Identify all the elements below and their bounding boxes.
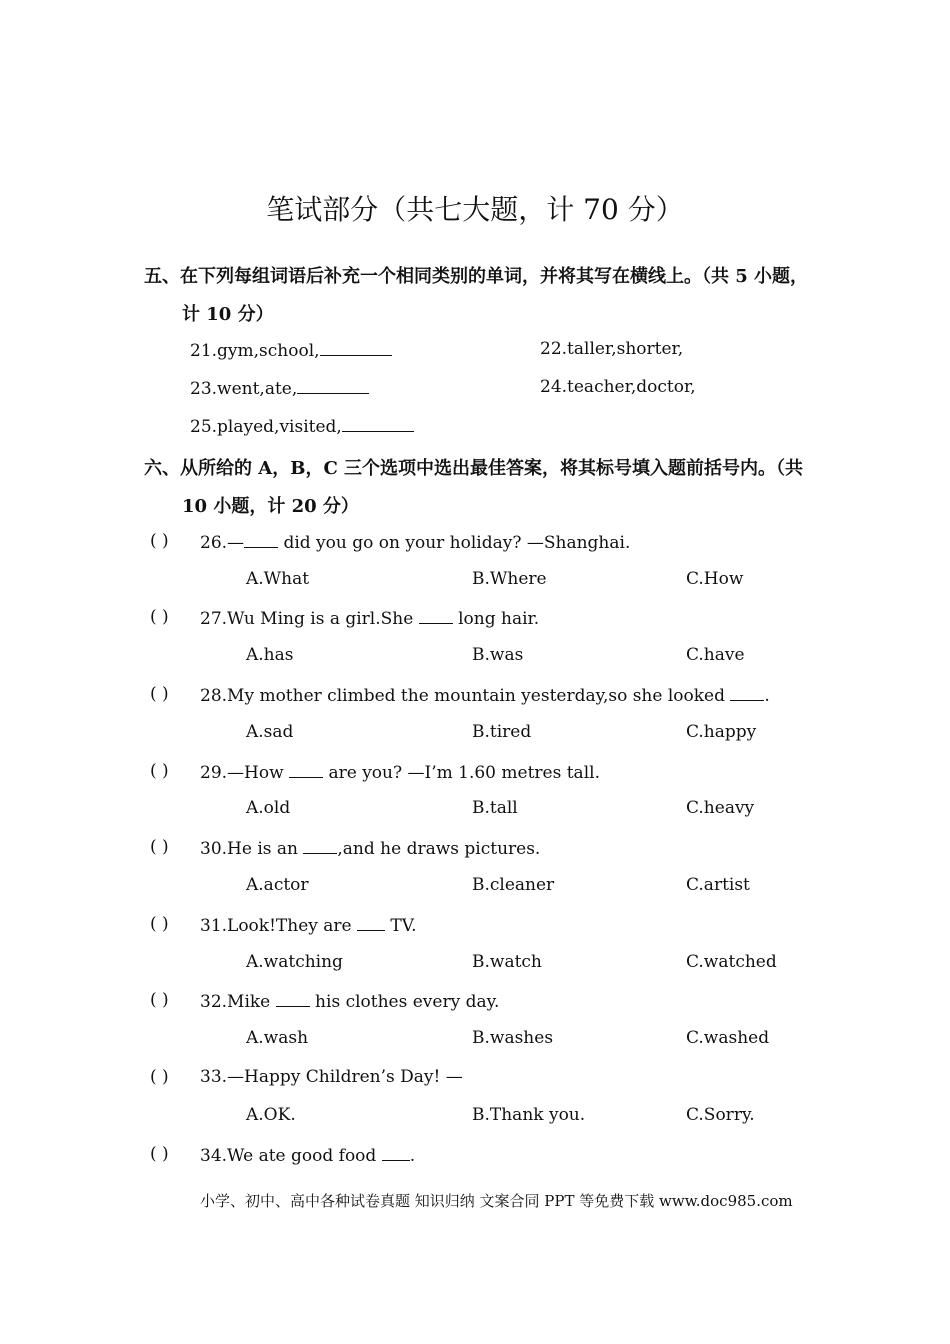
- option-a[interactable]: A.old: [246, 798, 291, 818]
- option-b[interactable]: B.cleaner: [472, 875, 555, 895]
- option-b[interactable]: B.washes: [472, 1028, 554, 1048]
- answer-paren[interactable]: ( ): [150, 1067, 169, 1087]
- section5-heading: 五、在下列每组词语后补充一个相同类别的单词，并将其写在横线上。（共 5 小题，: [144, 266, 809, 287]
- answer-paren[interactable]: ( ): [150, 684, 169, 704]
- answer-blank[interactable]: [297, 377, 369, 394]
- option-a[interactable]: A.sad: [246, 722, 294, 742]
- fill-item-24: 24.teacher,doctor,: [540, 377, 696, 397]
- answer-paren[interactable]: ( ): [150, 990, 169, 1010]
- fill-item-25: 25.played,visited,: [190, 415, 414, 437]
- option-a[interactable]: A.actor: [246, 875, 309, 895]
- option-c[interactable]: C.watched: [686, 952, 777, 972]
- question-28: 28.My mother climbed the mountain yesterday,so she looked .: [200, 686, 770, 706]
- question-31: 31.Look!They are TV.: [200, 916, 417, 936]
- question-32: 32.Mike his clothes every day.: [200, 992, 500, 1012]
- fill-item-22: 22.taller,shorter,: [540, 339, 684, 359]
- fill-item-21: 21.gym,school,: [190, 339, 392, 361]
- answer-blank[interactable]: [342, 415, 414, 432]
- section6-heading-cont: 10 小题，计 20 分）: [182, 496, 359, 517]
- question-34: 34.We ate good food .: [200, 1146, 416, 1166]
- option-b[interactable]: B.was: [472, 645, 524, 665]
- question-33: 33.—Happy Children’s Day! —: [200, 1067, 463, 1087]
- option-a[interactable]: A.What: [246, 569, 310, 589]
- footer-note: 小学、初中、高中各种试卷真题 知识归纳 文案合同 PPT 等免费下载 www.doc985.com: [200, 1192, 793, 1210]
- option-b[interactable]: B.Thank you.: [472, 1105, 586, 1125]
- option-b[interactable]: B.tired: [472, 722, 532, 742]
- page-title: 笔试部分（共七大题，计 70 分）: [266, 193, 684, 226]
- option-a[interactable]: A.has: [246, 645, 294, 665]
- section6-heading: 六、从所给的 A，B，C 三个选项中选出最佳答案，将其标号填入题前括号内。（共: [144, 458, 804, 479]
- answer-paren[interactable]: ( ): [150, 914, 169, 934]
- option-b[interactable]: B.watch: [472, 952, 542, 972]
- option-c[interactable]: C.have: [686, 645, 745, 665]
- option-c[interactable]: C.Sorry.: [686, 1105, 755, 1125]
- answer-paren[interactable]: ( ): [150, 761, 169, 781]
- answer-paren[interactable]: ( ): [150, 1144, 169, 1164]
- question-30: 30.He is an ,and he draws pictures.: [200, 839, 541, 859]
- answer-blank[interactable]: [320, 339, 392, 356]
- option-c[interactable]: C.heavy: [686, 798, 755, 818]
- answer-paren[interactable]: ( ): [150, 837, 169, 857]
- section5-heading-cont: 计 10 分）: [182, 304, 274, 325]
- option-c[interactable]: C.How: [686, 569, 744, 589]
- option-b[interactable]: B.tall: [472, 798, 518, 818]
- option-b[interactable]: B.Where: [472, 569, 547, 589]
- question-27: 27.Wu Ming is a girl.She long hair.: [200, 609, 540, 629]
- option-a[interactable]: A.watching: [246, 952, 343, 972]
- option-c[interactable]: C.washed: [686, 1028, 770, 1048]
- answer-paren[interactable]: ( ): [150, 607, 169, 627]
- answer-paren[interactable]: ( ): [150, 531, 169, 551]
- question-29: 29.—How are you? —I’m 1.60 metres tall.: [200, 763, 600, 783]
- fill-item-23: 23.went,ate,: [190, 377, 369, 399]
- option-c[interactable]: C.happy: [686, 722, 757, 742]
- option-c[interactable]: C.artist: [686, 875, 750, 895]
- question-26: 26.— did you go on your holiday? —Shanghai.: [200, 533, 631, 553]
- option-a[interactable]: A.OK.: [246, 1105, 296, 1125]
- option-a[interactable]: A.wash: [246, 1028, 309, 1048]
